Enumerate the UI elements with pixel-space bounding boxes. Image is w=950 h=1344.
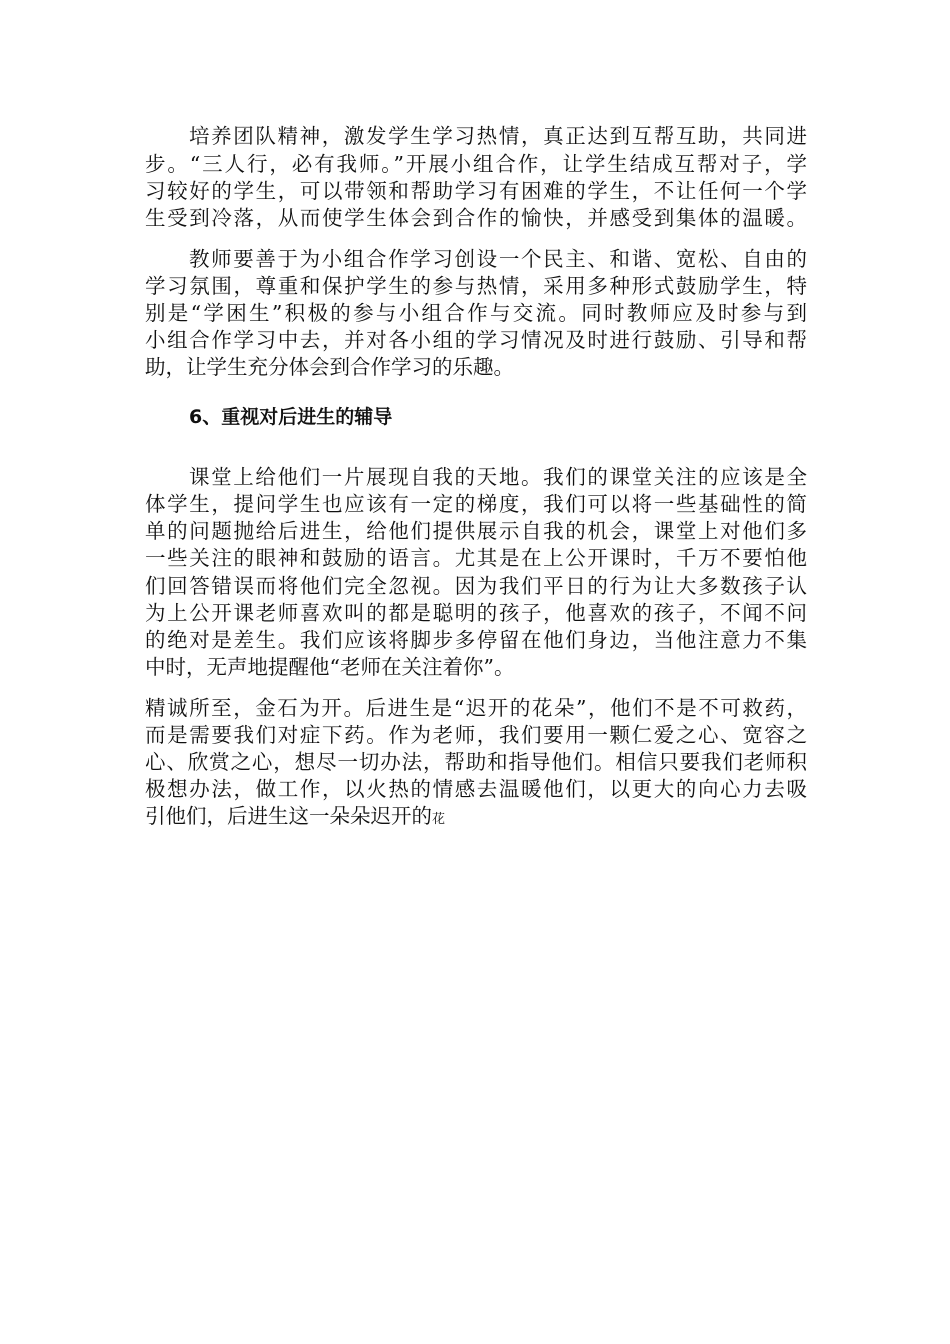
text-line: 课堂上给他们一片展现自我的天地。我们的课堂关注的应该是全 (189, 465, 807, 489)
text-line-main: 引他们，后进生这一朵朵迟开的 (145, 804, 432, 828)
text-line: 精诚所至，金石为开。后进生是“迟开的花朵”，他们不是不可救药， (145, 696, 807, 720)
text-line: 的绝对是差生。我们应该将脚步多停留在他们身边，当他注意力不集 (145, 628, 807, 652)
text-line: 生受到冷落，从而使学生体会到合作的愉快，并感受到集体的温暖。 (145, 206, 807, 230)
text-line (145, 802, 807, 830)
document-page (145, 0, 807, 1344)
text-line: 习较好的学生，可以带领和帮助学习有困难的学生，不让任何一个学 (145, 179, 807, 203)
text-line: 单的问题抛给后进生，给他们提供展示自我的机会，课堂上对他们多 (145, 519, 807, 543)
text-line: 步。“三人行，必有我师。”开展小组合作，让学生结成互帮对子，学 (145, 152, 807, 176)
text-line-small-char: 花 (432, 812, 446, 827)
text-line: 一些关注的眼神和鼓励的语言。尤其是在上公开课时，千万不要怕他 (145, 546, 807, 570)
text-line: 体学生，提问学生也应该有一定的梯度，我们可以将一些基础性的简 (145, 492, 807, 516)
text-line: 助，让学生充分体会到合作学习的乐趣。 (145, 355, 514, 379)
text-line: 而是需要我们对症下药。作为老师，我们要用一颗仁爱之心、宽容之 (145, 723, 807, 747)
text-line: 为上公开课老师喜欢叫的都是聪明的孩子，他喜欢的孩子，不闻不问 (145, 601, 807, 625)
text-line: 别是“学困生”积极的参与小组合作与交流。同时教师应及时参与到 (145, 301, 807, 325)
text-line: 心、欣赏之心，想尽一切办法，帮助和指导他们。相信只要我们老师积 (145, 750, 807, 774)
text-line: 极想办法，做工作，以火热的情感去温暖他们，以更大的向心力去吸 (145, 777, 807, 801)
text-line: 们回答错误而将他们完全忽视。因为我们平日的行为让大多数孩子认 (145, 574, 807, 598)
text-line: 中时，无声地提醒他“老师在关注着你”。 (145, 655, 515, 679)
text-line: 小组合作学习中去，并对各小组的学习情况及时进行鼓励、引导和帮 (145, 328, 807, 352)
section-heading: 6、重视对后进生的辅导 (189, 406, 393, 428)
text-line: 培养团队精神，激发学生学习热情，真正达到互帮互助，共同进 (189, 124, 807, 148)
text-line: 教师要善于为小组合作学习创设一个民主、和谐、宽松、自由的 (189, 247, 807, 271)
text-line: 学习氛围，尊重和保护学生的参与热情，采用多种形式鼓励学生，特 (145, 274, 807, 298)
